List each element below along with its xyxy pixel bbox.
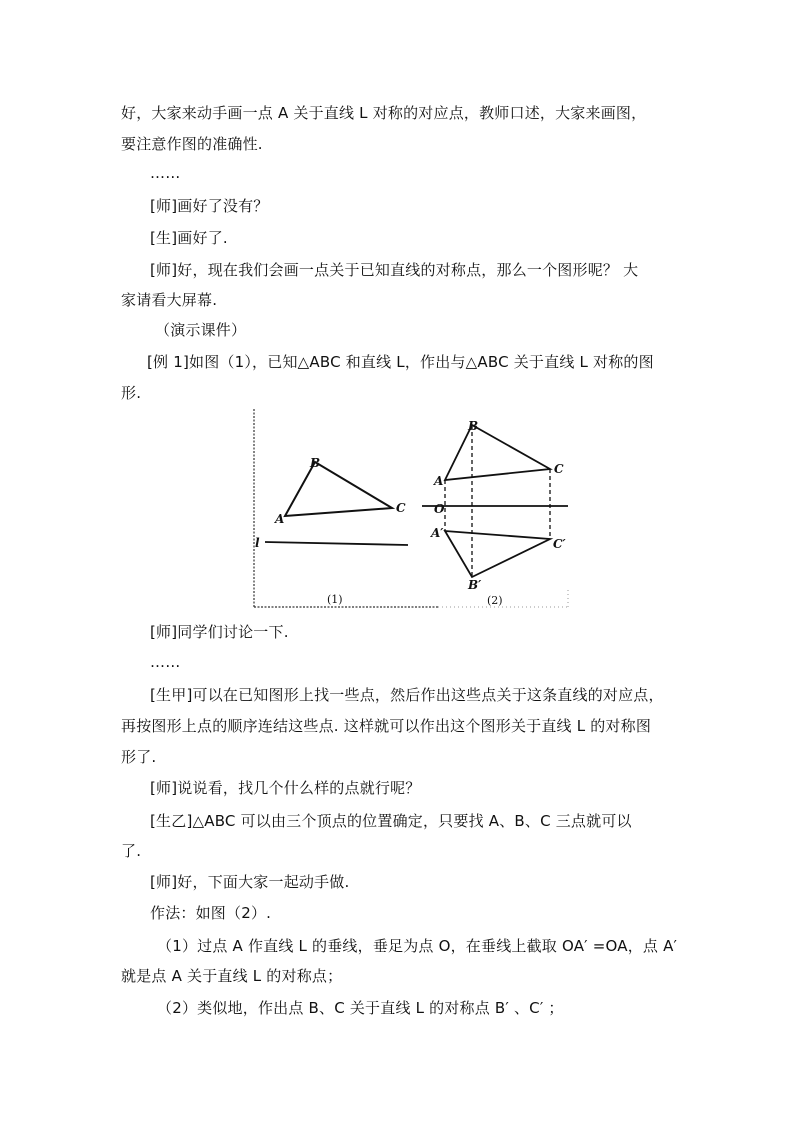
label-c: C [396,501,406,515]
paragraph-line: 家请看大屏幕. [121,291,218,309]
triangle-abc-2 [445,425,550,480]
ellipsis: …… [150,653,181,671]
paragraph-line: [生甲]可以在已知图形上找一些点，然后作出这些点关于这条直线的对应点， [150,686,664,704]
label-a-2: A [434,474,444,488]
paragraph-line: [生乙]△ABC 可以由三个顶点的位置确定，只要找 A、B、C 三点就可以 [150,812,632,830]
paragraph-line: （演示课件） [155,321,247,339]
paragraph-line: 再按图形上点的顺序连结这些点. 这样就可以作出这个图形关于直线 L 的对称图 [121,717,652,735]
label-a-prime: A′ [431,526,444,540]
caption-figure-2: (2) [487,594,503,607]
paragraph-line: [师]好，现在我们会画一点关于已知直线的对称点，那么一个图形呢？ 大 [150,261,639,279]
paragraph-line: 形了. [121,748,157,766]
paragraph-line: 就是点 A 关于直线 L 的对称点； [121,967,343,985]
paragraph-line: [师]同学们讨论一下. [150,623,289,641]
paragraph-line: （1）过点 A 作直线 L 的垂线，垂足为点 O，在垂线上截取 OA′ =OA，点 A′ [157,937,678,955]
label-a: A [275,512,285,526]
triangle-abc-prime [445,531,550,577]
label-b: B [310,456,321,470]
paragraph-line: [生]画好了. [150,229,228,247]
label-b-2: B [468,419,479,433]
geometry-figure [250,405,575,615]
figure-svg [250,405,575,615]
paragraph-line: 好，大家来动手画一点 A 关于直线 L 对称的对应点，教师口述，大家来画图， [121,104,647,122]
paragraph-line: 要注意作图的准确性. [121,135,263,153]
label-c-2: C [554,462,564,476]
paragraph-line: [师]说说看，找几个什么样的点就行呢？ [150,779,421,797]
paragraph-line: [师]好，下面大家一起动手做. [150,873,350,891]
label-o: O [434,502,445,516]
label-c-prime: C′ [553,537,566,551]
label-l: l [255,536,260,550]
paragraph-line: 了. [121,842,142,860]
paragraph-line: [例 1]如图（1），已知△ABC 和直线 L，作出与△ABC 关于直线 L 对称的图 [147,353,654,371]
paragraph-line: 形. [121,384,142,402]
ellipsis: …… [150,164,181,182]
label-b-prime: B′ [468,578,482,592]
line-l [265,542,408,545]
caption-figure-1: (1) [327,593,343,606]
triangle-abc [285,462,392,516]
paragraph-line: 作法：如图（2）. [150,904,272,922]
paragraph-line: [师]画好了没有？ [150,197,269,215]
paragraph-line: （2）类似地，作出点 B、C 关于直线 L 的对称点 B′ 、C′ ； [157,999,564,1017]
